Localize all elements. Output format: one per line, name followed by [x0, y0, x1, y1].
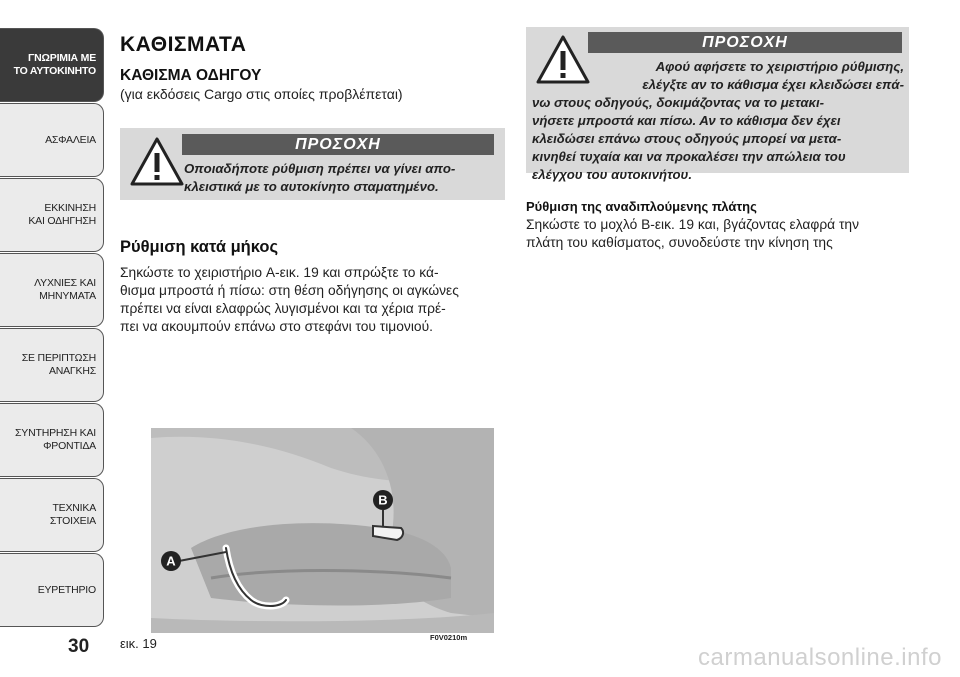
warning-box-right	[526, 27, 909, 182]
figure-code: F0V0210m	[430, 633, 468, 642]
tab-maintenance[interactable]: ΣΥΝΤΗΡΗΣΗ ΚΑΙ ΦΡΟΝΤΙΔΑ	[0, 403, 104, 477]
tab-index[interactable]: ΕΥΡΕΤΗΡΙΟ	[0, 553, 104, 627]
warning-triangle-icon	[130, 137, 184, 187]
watermark: carmanualsonline.info	[698, 644, 942, 671]
subsection-heading: Ρύθμιση κατά μήκος	[120, 238, 279, 256]
tab-starting-driving[interactable]: ΕΚΚΙΝΗΣΗ ΚΑΙ ΟΔΗΓΗΣΗ	[0, 178, 104, 252]
seat-figure	[151, 428, 494, 633]
svg-text:B: B	[378, 492, 388, 508]
seat-illustration	[151, 428, 494, 633]
subsection-heading-backrest: Ρύθμιση της αναδιπλούμενης πλάτης	[526, 199, 757, 214]
section-heading: ΚΑΘΙΣΜΑ ΟΔΗΓΟΥ	[120, 67, 262, 84]
warning-title: ΠΡΟΣΟΧΗ	[588, 32, 902, 53]
callout-b-icon	[372, 489, 394, 511]
page-number: 30	[68, 636, 90, 657]
warning-box-left	[120, 128, 505, 200]
paragraph-backrest: Σηκώστε το μοχλό B-εικ. 19 και, βγάζοντας ελαφρά την πλάτη του καθίσματος, συνοδεύστε την κίνηση της	[526, 217, 859, 250]
paragraph-length-adjust: Σηκώστε το χειριστήριο A-εικ. 19 και σπρώξτε το κά- θισμα μπροστά ή πίσω: στη θέση οδήγησης οι αγκώνες πρέπει να είναι ελαφρώς λυγισμένοι και τα χέρια πρέ- πει να ακουμπούν επάνω στο στεφάνι του τιμονιού.	[120, 265, 459, 334]
warning-text: Οποιαδήποτε ρύθμιση πρέπει να γίνει απο- κλειστικά με το αυτοκίνητο σταματημένο.	[184, 161, 456, 194]
tab-safety[interactable]: ΑΣΦΑΛΕΙΑ	[0, 103, 104, 177]
svg-text:A: A	[166, 553, 176, 569]
callout-a-icon	[160, 550, 182, 572]
tab-technical-data[interactable]: ΤΕΧΝΙΚΑ ΣΤΟΙΧΕΙΑ	[0, 478, 104, 552]
section-note: (για εκδόσεις Cargo στις οποίες προβλέπεται)	[120, 86, 403, 102]
figure-caption: εικ. 19	[120, 636, 157, 651]
tab-emergency[interactable]: ΣΕ ΠΕΡΙΠΤΩΣΗ ΑΝΑΓΚΗΣ	[0, 328, 104, 402]
warning-text-bottom: νω στους οδηγούς, δοκιμάζοντας να το μετακι- νήσετε μπροστά και πίσω. Αν το κάθισμα δεν έχει κλειδώσει επάνω στους οδηγούς μπορεί να μετα- κινηθεί τυχαία και να προκαλέσει την απώλεια του ελέγχου του αυτοκινήτου.	[532, 95, 846, 182]
tab-getting-to-know[interactable]: ΓΝΩΡΙΜΙΑ ΜΕ ΤΟ ΑΥΤΟΚΙΝΗΤΟ	[0, 28, 104, 102]
warning-title: ΠΡΟΣΟΧΗ	[182, 134, 494, 155]
warning-text-top: Αφού αφήσετε το χειριστήριο ρύθμισης, ελέγξτε αν το κάθισμα έχει κλειδώσει επά-	[642, 59, 904, 92]
warning-triangle-icon	[536, 35, 590, 85]
page-title: ΚΑΘΙΣΜΑΤΑ	[120, 33, 247, 56]
tab-warning-lights[interactable]: ΛΥΧΝΙΕΣ ΚΑΙ ΜΗΝΥΜΑΤΑ	[0, 253, 104, 327]
